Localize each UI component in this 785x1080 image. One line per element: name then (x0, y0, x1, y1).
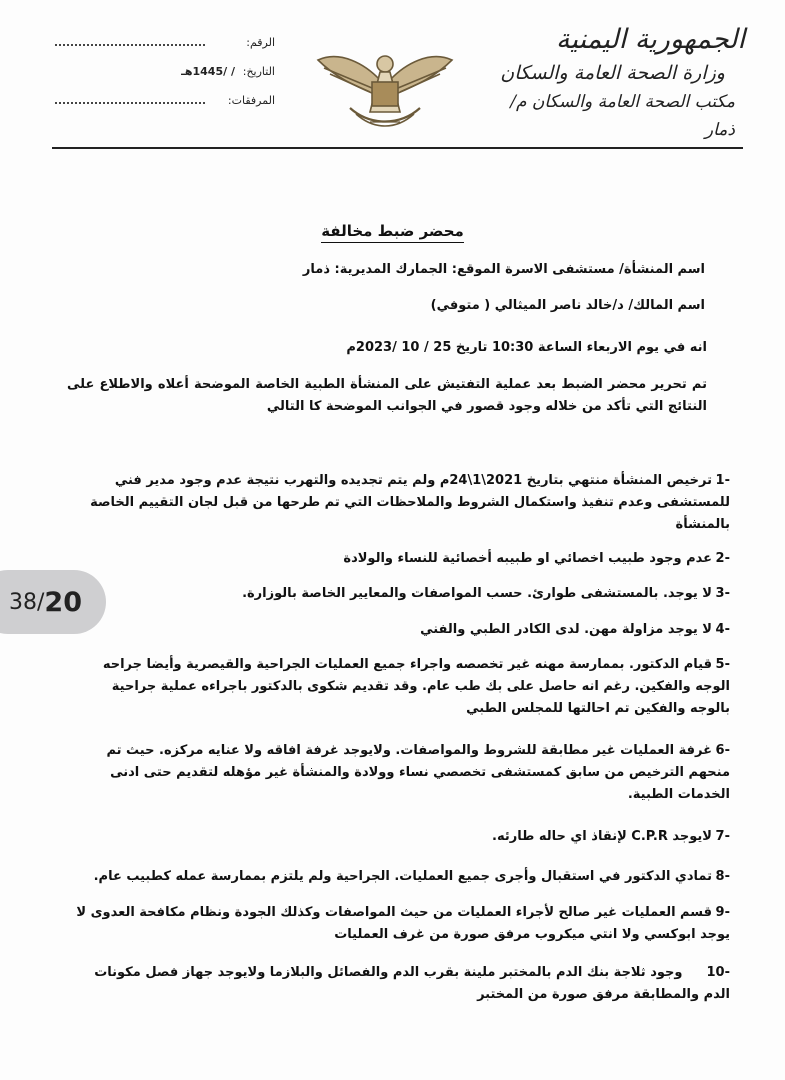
list-item (70, 583, 730, 605)
page-counter-badge: 38 / 20 (0, 570, 106, 634)
page-current: 20 (44, 586, 82, 618)
item-number: -1 (715, 473, 730, 488)
reference-label: الرقم: (246, 36, 275, 49)
list-item (70, 866, 730, 888)
intro-paragraph: تم تحرير محضر الضبط بعد عملية التفتيش على المنشأة الطبية الخاصة الموضحة أعلاه والاطلاع على النتائج التي تأكد من خلاله وجود قصور في الجوانب الموضحة كا التالي (67, 377, 707, 414)
date-label: التاريخ: (242, 65, 275, 78)
item-number: -5 (715, 657, 730, 672)
item-text: قيام الدكتور. بممارسة مهنه غير تخصصه واجراء جميع العمليات الجراحية والقيصرية وأيضا جراحه الوجه والفكين. رغم انه حاصل على بك طب عام. وقد تقديم شكوى بالدكتور باجراءه عملية جراحية بالوجه والفكين تم احالتها للمجلس الطبي (102, 657, 730, 716)
page-total: 38 (9, 589, 37, 615)
document-title (0, 222, 785, 240)
item-text: قسم العمليات غير صالح لأجراء العمليات من حيث المواصفات وكذلك الجودة ونظام مكافحة العدوى لا يوجد ابوكسي ولا انتي ميكروب مرفق صورة من غرف العمليات (76, 905, 730, 942)
item-text: لايوجد C.P.R لإنقاذ اي حاله طارئه. (492, 829, 712, 844)
date-row (55, 57, 275, 86)
list-item (70, 902, 730, 946)
item-text: تمادي الدكتور في استقبال وأجرى جميع العمليات. الجراحية ولم يلتزم بممارسة عمله كطبيب عام. (93, 869, 712, 884)
item-text: لا يوجد مزاولة مهن. لدى الكادر الطبي والفني (420, 622, 712, 637)
list-item (70, 619, 730, 641)
date-value: / /1445هـ (181, 65, 235, 78)
attachments-row (55, 86, 275, 115)
item-number: -4 (715, 622, 730, 637)
item-number: -7 (715, 829, 730, 844)
eagle-emblem-icon (310, 42, 460, 138)
list-item (70, 654, 730, 720)
owner-line: اسم المالك/ د/خالد ناصر الميثالي ( متوفي) (430, 298, 705, 313)
reference-dots (55, 36, 205, 46)
item-text: وجود ثلاجة بنك الدم بالمختبر ملينة بقرب الدم والفصائل والبلازما ولايوجد جهاز فصل مكونات الدم والمطابقة مرفق صورة من المختبر (94, 965, 730, 1002)
item-number: -8 (715, 869, 730, 884)
item-text: لا يوجد. بالمستشفى طوارئ. حسب المواصفات والمعايير الخاصة بالوزارة. (242, 586, 712, 601)
list-item (70, 826, 730, 848)
item-number: -10 (706, 965, 730, 980)
attachments-label: المرفقات: (227, 94, 275, 107)
attachments-dots (55, 94, 205, 104)
item-text: عدم وجود طبيب اخصائي او طبيبه أخصائية للنساء والولادة (343, 551, 712, 566)
item-number: -9 (715, 905, 730, 920)
letterhead-line: الجمهورية اليمنية (555, 24, 745, 55)
list-item (70, 962, 730, 1006)
letterhead-line: مكتب الصحة العامة والسكان م/ ذمار (510, 92, 735, 140)
item-number: -6 (715, 743, 730, 758)
reference-row (55, 28, 275, 57)
item-text: ترخيص المنشأة منتهي بتاريخ 2021\1\24م ولم يتم تجديده والتهرب نتيجة عدم وجود مدير فني للمستشفى وعدم تنفيذ واستكمال الشروط والملاحظات التي تم طرحها من قبل لجان التقييم الخاصة بالمنشأة (90, 473, 730, 532)
date-line: انه في يوم الاربعاء الساعة 10:30 تاريخ 25 / 10 /2023م (346, 340, 707, 355)
letterhead-line: وزارة الصحة العامة والسكان (500, 62, 725, 84)
item-number: -3 (715, 586, 730, 601)
item-text: غرفة العمليات غير مطابقة للشروط والمواصفات. ولايوجد غرفة افاقه ولا عنايه مركزه. حيث تم منحهم الترخيص من سابق كمستشفى تخصصي نساء وولادة والمنشأة غير مؤهله لتقديم حتى ادنى الخدمات الطبية. (106, 743, 730, 802)
document-title-text: محضر ضبط مخالفة (321, 222, 464, 243)
header-divider (52, 147, 743, 149)
item-number: -2 (715, 551, 730, 566)
letterhead-ministry (495, 22, 745, 144)
facility-line: اسم المنشأة/ مستشفى الاسرة الموقع: الجمارك المديرية: ذمار (302, 262, 705, 277)
list-item (70, 548, 730, 570)
list-item (70, 740, 730, 806)
letterhead-reference (55, 28, 275, 115)
list-item (70, 470, 730, 536)
